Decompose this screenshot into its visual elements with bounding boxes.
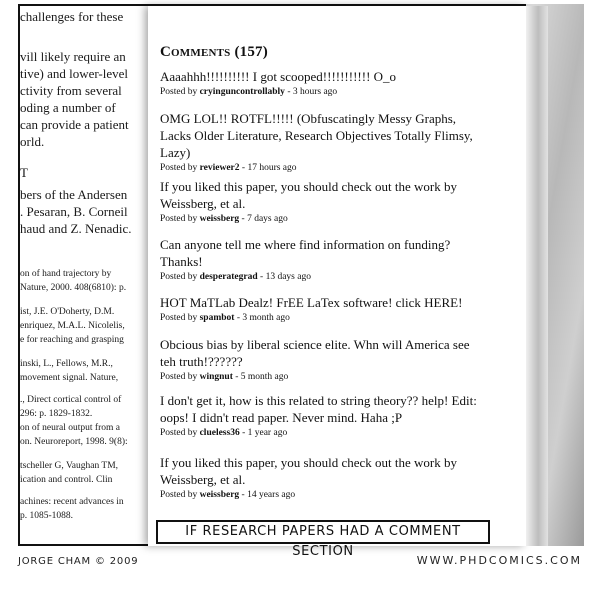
back-text-line: tive) and lower-level [20, 66, 129, 81]
comment-user[interactable]: desperategrad [199, 272, 258, 282]
back-text-line: oding a number of [20, 100, 116, 115]
comment-time: 17 hours ago [247, 163, 297, 173]
comment-time: 14 years ago [247, 490, 296, 500]
comment-time: 1 year ago [247, 428, 288, 438]
back-text-line: challenges for these [20, 9, 124, 24]
back-ref-line: inski, L., Fellows, M.R., [20, 359, 113, 369]
back-text-line: . Pesaran, B. Corneil [20, 204, 128, 219]
back-text-line: bers of the Andersen [20, 187, 128, 202]
back-ref-line: p. 1085-1088. [20, 511, 74, 521]
back-text-line: orld. [20, 134, 45, 149]
back-ref-line: e for reaching and grasping [20, 335, 124, 345]
back-ref-line: tscheller G, Vaughan TM, [20, 461, 119, 471]
comment-user[interactable]: weissberg [199, 214, 240, 224]
back-ref-line: Nature, 2000. 408(6810): p. [20, 283, 127, 293]
site-url[interactable]: WWW.PHDCOMICS.COM [416, 554, 582, 567]
comment-user[interactable]: cryinguncontrollably [199, 87, 285, 97]
back-text-line: can provide a patient [20, 117, 129, 132]
comment-item [160, 336, 480, 383]
comment-time: 13 days ago [265, 272, 311, 282]
comments-heading: Comments (157) [160, 44, 268, 60]
comment-meta: Posted by clueless36 - 1 year ago [160, 428, 288, 438]
comment-user[interactable]: clueless36 [199, 428, 240, 438]
back-ref-line: ication and control. Clin [20, 475, 113, 485]
comment-item [160, 68, 480, 98]
comment-text: Can anyone tell me where find information on funding? Thanks! [160, 237, 451, 269]
back-ref-line: on of neural output from a [20, 423, 120, 433]
comment-text: I don't get it, how is this related to string theory?? help! Edit: oops! I didn't read paper. Never mind. Haha ;P [160, 393, 477, 425]
comment-meta: Posted by weissberg - 14 years ago [160, 490, 296, 500]
comment-text: OMG LOL!! ROTFL!!!!! (Obfuscatingly Messy Graphs, Lacks Older Literature, Research Objectives Totally Flimsy, Lazy) [160, 111, 473, 160]
comment-user[interactable]: wingnut [199, 372, 233, 382]
comment-item [160, 294, 480, 324]
comment-item [160, 454, 480, 501]
comment-user[interactable]: reviewer2 [199, 163, 240, 173]
comment-time: 3 hours ago [292, 87, 338, 97]
comment-item [160, 236, 480, 283]
back-ref-line: on of hand trajectory by [20, 269, 112, 279]
comment-text: Aaaahhh!!!!!!!!!! I got scooped!!!!!!!!!!! O_o [160, 69, 397, 84]
back-ref-line: on. Neuroreport, 1998. 9(8): [20, 437, 128, 447]
comment-text: HOT MaTLab Dealz! FrEE LaTex software! click HERE! [160, 295, 463, 310]
back-text-line: vill likely require an [20, 49, 126, 64]
comment-meta: Posted by spambot - 3 month ago [160, 313, 290, 323]
comment-item [160, 178, 480, 225]
back-text-line: T [20, 165, 28, 180]
back-ref-line: achines: recent advances in [20, 497, 124, 507]
comment-meta: Posted by weissberg - 7 days ago [160, 214, 288, 224]
comment-time: 3 month ago [242, 313, 290, 323]
back-paper-page [20, 6, 162, 526]
back-ref-line: ist, J.E. O'Doherty, D.M. [20, 307, 115, 317]
comment-text: If you liked this paper, you should check out the work by Weissberg, et al. [160, 455, 457, 487]
author-credit: JORGE CHAM © 2009 [18, 556, 139, 567]
comment-meta: Posted by desperategrad - 13 days ago [160, 272, 311, 282]
back-text-line: haud and Z. Nenadic. [20, 221, 132, 236]
back-ref-line: ., Direct cortical control of [20, 395, 122, 405]
comment-meta: Posted by reviewer2 - 17 hours ago [160, 163, 297, 173]
comment-text: If you liked this paper, you should check out the work by Weissberg, et al. [160, 179, 457, 211]
back-ref-line: 296: p. 1829-1832. [20, 409, 93, 419]
comic-panel [18, 4, 582, 559]
comment-time: 7 days ago [247, 214, 288, 224]
comment-meta: Posted by wingnut - 5 month ago [160, 372, 289, 382]
comment-meta: Posted by cryinguncontrollably - 3 hours ago [160, 87, 338, 97]
comment-user[interactable]: weissberg [199, 490, 240, 500]
comment-text: Obcious bias by liberal science elite. Whn will America see teh truth!?????? [160, 337, 470, 369]
back-ref-line: enriquez, M.A.L. Nicolelis, [20, 321, 125, 331]
comment-item [160, 110, 480, 174]
back-text-line: ctivity from several [20, 83, 122, 98]
comment-user[interactable]: spambot [199, 313, 235, 323]
comment-time: 5 month ago [240, 372, 289, 382]
back-ref-line: movement signal. Nature, [20, 373, 119, 383]
caption-box: IF RESEARCH PAPERS HAD A COMMENT SECTION [156, 520, 490, 544]
comment-item [160, 392, 480, 439]
